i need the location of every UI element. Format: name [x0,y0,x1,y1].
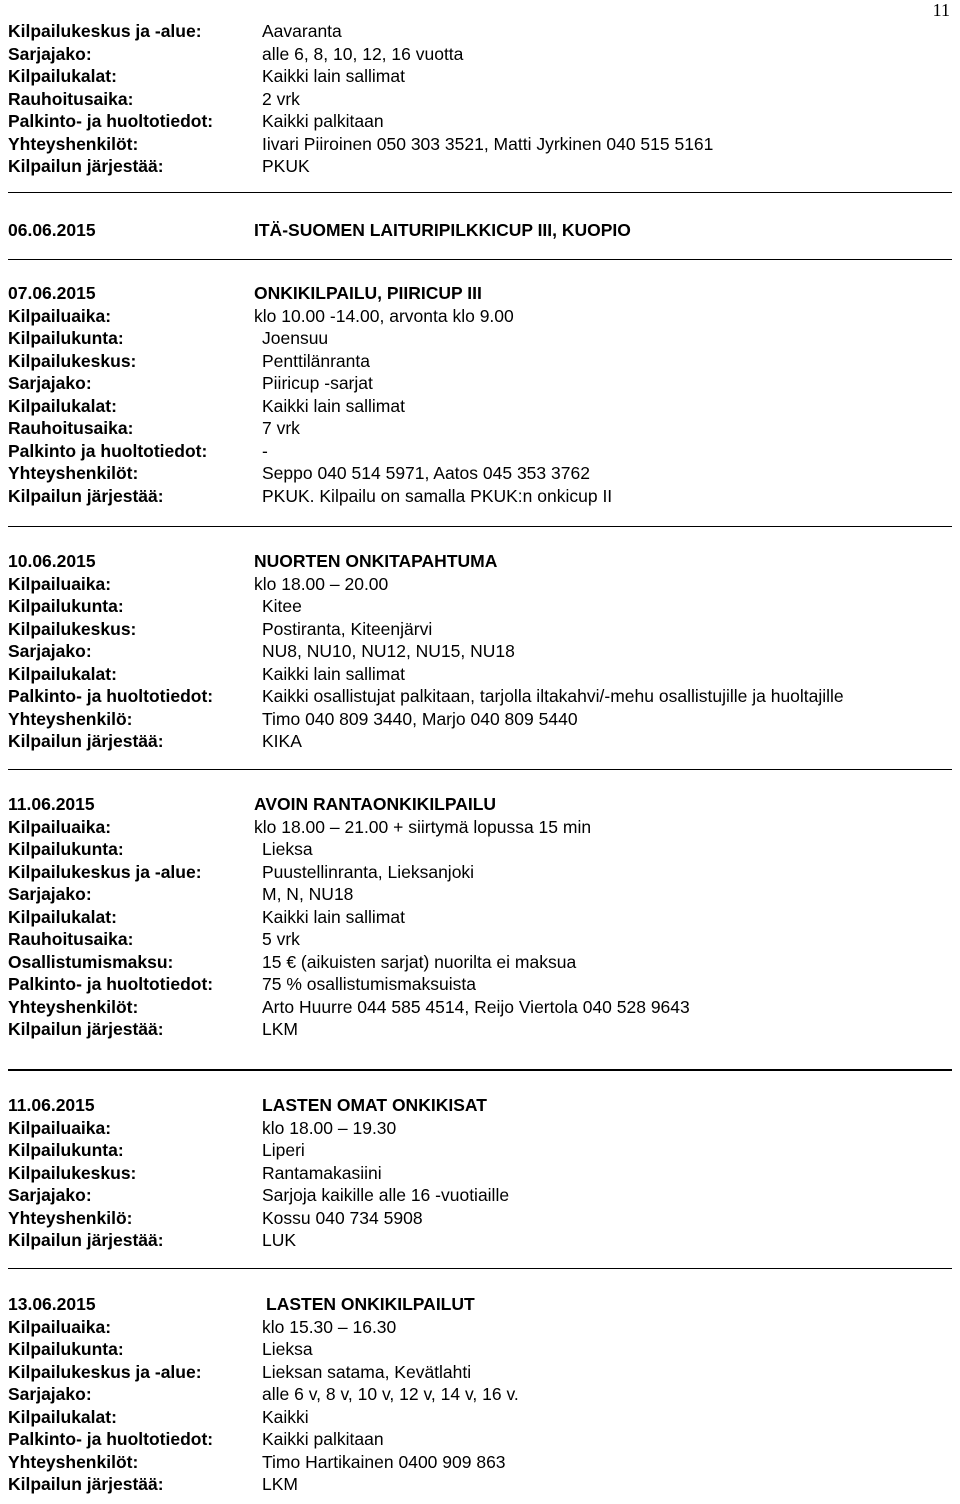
field-value: Lieksa [262,839,313,859]
field-label: Kilpailuaika: [8,816,112,837]
field-value: Penttilänranta [262,350,370,371]
event-section [8,793,952,1041]
field-value: Liperi [262,1140,305,1160]
field-value: Aavaranta [262,21,342,41]
field-row [8,65,952,88]
event-title: LASTEN ONKIKILPAILUT [266,1294,475,1314]
field-row [8,838,952,861]
field-label: Kilpailukunta: [8,1339,124,1359]
field-label: Rauhoitusaika: [8,929,134,949]
field-row [8,417,952,440]
section-divider [8,526,952,527]
field-label: Palkinto- ja huoltotiedot: [8,686,214,706]
field-row [8,1383,952,1406]
section-divider [8,1069,952,1071]
field-value: LKM [262,1019,298,1039]
field-label: Yhteyshenkilöt: [8,1451,139,1472]
field-value: 15 € (aikuisten sarjat) nuorilta ei maksua [262,951,577,972]
field-label: Sarjajako: [8,1185,92,1205]
field-label: Sarjajako: [8,884,92,904]
field-label: Kilpailukeskus: [8,350,137,371]
field-value: Postiranta, Kiteenjärvi [262,618,433,639]
field-value: Rantamakasiini [262,1162,382,1183]
field-row [8,730,952,753]
field-label: Sarjajako: [8,373,92,393]
field-row [8,110,952,133]
field-label: Sarjajako: [8,43,92,64]
field-value: Kaikki palkitaan [262,1429,384,1449]
event-section [8,282,952,507]
field-row [8,996,952,1019]
field-row [8,573,952,596]
field-row [8,640,952,663]
field-row [8,1428,952,1451]
event-title: ONKIKILPAILU, PIIRICUP III [254,283,482,303]
event-title: AVOIN RANTAONKIKILPAILU [254,794,497,814]
field-row [8,1473,952,1496]
field-label: Yhteyshenkilöt: [8,463,139,483]
field-value: Piiricup -sarjat [262,373,373,393]
field-row [8,20,952,43]
field-label: Yhteyshenkilöt: [8,996,139,1017]
field-value: 7 vrk [262,418,300,438]
field-value: Kaikki lain sallimat [262,663,405,684]
field-label: Rauhoitusaika: [8,418,134,438]
field-row [8,816,952,839]
page-number: 11 [932,0,950,20]
field-row [8,1361,952,1384]
field-value: klo 18.00 – 19.30 [262,1117,397,1138]
field-label: Kilpailuaika: [8,573,112,594]
section-divider [8,1268,952,1269]
field-value: PKUK. Kilpailu on samalla PKUK:n onkicup II [262,485,613,506]
event-title: NUORTEN ONKITAPAHTUMA [254,551,498,571]
field-row [8,1018,952,1041]
field-label: Kilpailukeskus: [8,618,137,639]
field-value: Kaikki [262,1406,309,1427]
field-row [8,685,952,708]
field-label: Kilpailun järjestää: [8,1474,164,1494]
field-label: Kilpailukeskus ja -alue: [8,1361,202,1382]
field-label: Kilpailuaika: [8,305,112,326]
field-label: Kilpailuaika: [8,1316,112,1337]
field-value: PKUK [262,156,310,176]
field-row [8,861,952,884]
field-row [8,43,952,66]
field-label: Kilpailun järjestää: [8,485,164,506]
field-row [8,395,952,418]
field-value: Timo 040 809 3440, Marjo 040 809 5440 [262,708,578,729]
event-title: LASTEN OMAT ONKIKISAT [262,1095,487,1115]
field-label: Yhteyshenkilö: [8,708,133,729]
field-value: klo 15.30 – 16.30 [262,1316,397,1337]
field-row [8,350,952,373]
field-value: Kaikki lain sallimat [262,395,405,416]
field-label: Kilpailukunta: [8,328,124,348]
field-row [8,618,952,641]
field-value: Timo Hartikainen 0400 909 863 [262,1451,506,1472]
field-value: alle 6, 8, 10, 12, 16 vuotta [262,43,464,64]
field-value: NU8, NU10, NU12, NU15, NU18 [262,641,515,661]
field-row [8,462,952,485]
field-row [8,305,952,328]
field-row [8,485,952,508]
field-value: Lieksan satama, Kevätlahti [262,1361,472,1382]
field-label: Kilpailukunta: [8,1140,124,1160]
field-value: Sarjoja kaikille alle 16 -vuotiaille [262,1185,510,1205]
field-row [8,1451,952,1474]
field-label: Kilpailukalat: [8,1406,117,1427]
event-date: 13.06.2015 [8,1294,96,1314]
field-value: KIKA [262,731,302,751]
field-label: Kilpailukalat: [8,906,117,927]
event-date: 11.06.2015 [8,1095,95,1115]
event-header [8,219,952,242]
field-row [8,88,952,111]
field-label: Kilpailuaika: [8,1117,112,1138]
field-label: Kilpailukalat: [8,66,117,86]
field-row [8,1406,952,1429]
field-value: klo 18.00 – 21.00 + siirtymä lopussa 15 min [254,816,592,837]
field-value: M, N, NU18 [262,884,354,904]
field-label: Kilpailukalat: [8,663,117,684]
field-row [8,327,952,350]
field-row [8,663,952,686]
field-value: Kaikki palkitaan [262,111,384,131]
field-value: alle 6 v, 8 v, 10 v, 12 v, 14 v, 16 v. [262,1384,519,1404]
field-label: Sarjajako: [8,1384,92,1404]
field-label: Yhteyshenkilöt: [8,133,139,154]
field-value: 2 vrk [262,88,300,109]
field-value: klo 18.00 – 20.00 [254,573,389,594]
event-section [8,1094,952,1252]
field-row [8,595,952,618]
field-row [8,973,952,996]
field-value: klo 10.00 -14.00, arvonta klo 9.00 [254,305,514,326]
event-header [8,550,952,573]
event-header [8,1293,952,1316]
field-value: LKM [262,1474,298,1494]
field-value: Kaikki lain sallimat [262,66,405,86]
field-label: Palkinto ja huoltotiedot: [8,440,208,461]
field-label: Osallistumismaksu: [8,951,174,972]
field-label: Kilpailukunta: [8,596,124,616]
field-row [8,708,952,731]
event-date: 11.06.2015 [8,794,95,814]
field-row [8,1139,952,1162]
field-row [8,1207,952,1230]
event-header [8,282,952,305]
event-date: 10.06.2015 [8,551,96,571]
field-value: Lieksa [262,1339,313,1359]
field-row [8,133,952,156]
event-date: 06.06.2015 [8,220,96,240]
field-label: Kilpailukeskus ja -alue: [8,21,202,41]
event-title: ITÄ-SUOMEN LAITURIPILKKICUP III, KUOPIO [254,220,631,240]
field-value: Iivari Piiroinen 050 303 3521, Matti Jyrkinen 040 515 5161 [262,133,714,154]
field-row [8,440,952,463]
field-value: Kaikki lain sallimat [262,906,405,927]
field-value: 5 vrk [262,929,300,949]
field-label: Sarjajako: [8,641,92,661]
field-label: Kilpailukeskus ja -alue: [8,861,202,882]
field-label: Rauhoitusaika: [8,88,134,109]
field-label: Kilpailukunta: [8,839,124,859]
event-header [8,1094,952,1117]
field-label: Palkinto- ja huoltotiedot: [8,1429,214,1449]
field-row [8,883,952,906]
field-label: Kilpailun järjestää: [8,1019,164,1039]
section-divider [8,259,952,260]
field-label: Kilpailukeskus: [8,1162,137,1183]
field-value: LUK [262,1230,297,1250]
field-value: - [262,440,268,461]
field-label: Palkinto- ja huoltotiedot: [8,111,214,131]
field-value: Kaikki osallistujat palkitaan, tarjolla iltakahvi/-mehu osallistujille ja huoltajille [262,686,844,706]
field-row [8,1338,952,1361]
field-label: Yhteyshenkilö: [8,1207,133,1228]
field-value: Joensuu [262,328,329,348]
field-row [8,906,952,929]
field-row [8,1229,952,1252]
field-value: 75 % osallistumismaksuista [262,974,476,994]
field-value: Kossu 040 734 5908 [262,1207,423,1228]
event-section [8,550,952,753]
event-section [8,20,952,178]
field-label: Kilpailukalat: [8,395,117,416]
section-divider [8,192,952,193]
section-divider [8,769,952,770]
event-date: 07.06.2015 [8,283,96,303]
field-row [8,1316,952,1339]
field-value: Puustellinranta, Lieksanjoki [262,861,475,882]
event-section [8,219,952,242]
field-label: Kilpailun järjestää: [8,731,164,751]
field-row [8,372,952,395]
field-row [8,1117,952,1140]
field-row [8,1184,952,1207]
field-label: Palkinto- ja huoltotiedot: [8,974,214,994]
field-label: Kilpailun järjestää: [8,156,164,176]
field-value: Arto Huurre 044 585 4514, Reijo Viertola 040 528 9643 [262,996,690,1017]
field-row [8,928,952,951]
field-row [8,951,952,974]
field-value: Kitee [262,596,302,616]
event-header [8,793,952,816]
field-value: Seppo 040 514 5971, Aatos 045 353 3762 [262,463,590,483]
field-row [8,1162,952,1185]
field-label: Kilpailun järjestää: [8,1230,164,1250]
event-section [8,1293,952,1496]
field-row [8,155,952,178]
